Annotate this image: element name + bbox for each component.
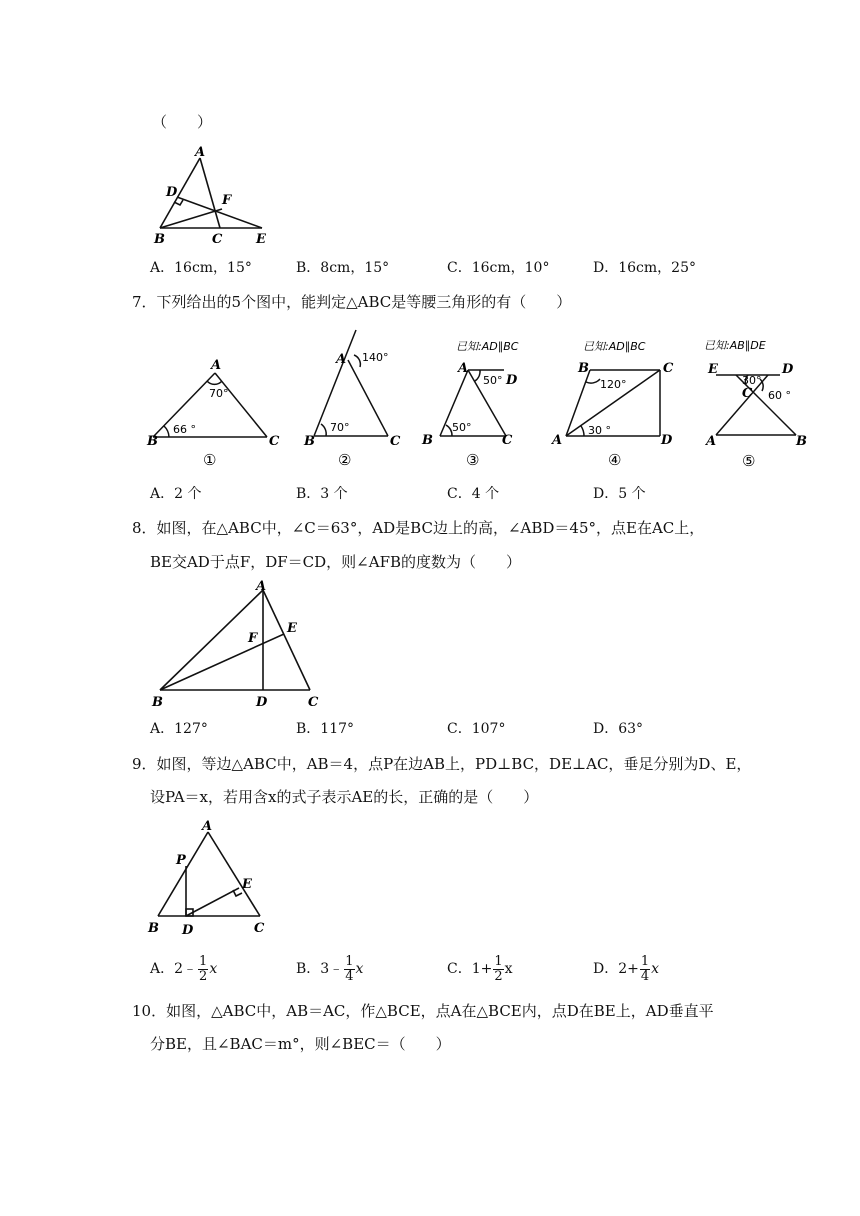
q7-f1-angle-b: 66 ° [173,423,196,436]
q6-label-e: E [256,232,266,247]
q9-option-b[interactable]: B．3﹣ $\frac{1}{4}$ x [296,953,364,984]
q6-bracket: （ ） [152,113,213,131]
q7-figure-2 [300,325,415,470]
q8-label-a: A [256,579,267,594]
q7-f3-label-b: B [422,433,433,448]
q9-label-e: E [242,877,252,892]
q7-option-b[interactable]: B．3 个 [296,486,348,502]
q8-figure [148,576,338,711]
q7-f1-label-c: C [269,434,280,449]
q7-f1-label-b: B [147,434,158,449]
q7-figure-5 [700,335,820,470]
q8-stem-line-1: 8．如图，在△ABC中，∠C＝63°，AD是BC边上的高，∠ABD＝45°，点E在AC上， [132,519,705,537]
q9-figure [146,818,276,938]
q7-option-a[interactable]: A．2 个 [150,486,202,502]
q7-f5-angle-right: 60 ° [768,389,791,402]
q7-f4-angle-a: 30 ° [588,424,611,437]
q7-f1-angle-top: 70° [209,387,229,400]
q7-option-d[interactable]: D．5 个 [593,486,646,502]
q7-option-c[interactable]: C．4 个 [447,486,500,502]
q8-label-b: B [152,695,163,710]
q8-option-a[interactable]: A．127° [150,721,208,737]
q7-f5-label-e: E [708,362,718,377]
q7-f2-angle-b: 70° [330,421,350,434]
q9-label-d: D [182,923,194,938]
q10-stem-line-2: 分BE，且∠BAC＝m°，则∠BEC＝（ ） [150,1035,451,1053]
q6-option-c[interactable]: C．16cm，10° [447,260,550,276]
q7-f2-angle-top: 140° [362,351,389,364]
q9-label-b: B [148,921,159,936]
q7-f4-label-b: B [578,361,589,376]
q6-label-d: D [166,185,178,200]
q7-figure-1 [145,355,285,470]
q8-label-f: F [248,631,258,646]
q7-f4-number: ④ [608,451,622,469]
q7-f2-number: ② [338,451,352,469]
q6-label-f: F [222,193,232,208]
q7-f4-angle-top: 120° [600,378,627,391]
q9-stem-line-2: 设PA＝x，若用含x的式子表示AE的长，正确的是（ ） [150,788,539,806]
q7-f2-label-b: B [304,434,315,449]
q8-label-d: D [256,695,268,710]
q6-option-d[interactable]: D．16cm，25° [593,260,696,276]
q7-f2-label-c: C [390,434,401,449]
q9-label-c: C [254,921,265,936]
q7-f5-caption: 已知:AB∥DE [704,339,766,352]
q6-label-c: C [212,232,223,247]
q7-f4-caption: 已知:AD∥BC [583,340,646,353]
q6-label-b: B [154,232,165,247]
q6-option-a[interactable]: A．16cm，15° [150,260,252,276]
q9-label-a: A [202,819,213,834]
q7-f5-angle-top: 30° [742,374,762,387]
q7-f1-label-a: A [211,358,222,373]
q7-figure-3 [420,338,540,470]
q7-f5-label-c: C [742,386,753,401]
q9-option-a[interactable]: A．2﹣ $\frac{1}{2}$ x [150,953,218,984]
q9-option-d[interactable]: D．2+ $\frac{1}{4}$ x [593,953,660,984]
q8-label-e: E [287,621,297,636]
q6-option-b[interactable]: B．8cm，15° [296,260,390,276]
q6-label-a: A [195,145,206,160]
q7-f3-label-a: A [458,361,469,376]
q7-f3-angle-b: 50° [452,421,472,434]
q7-f3-number: ③ [466,451,480,469]
q7-f5-label-b: B [796,434,807,449]
q8-stem-line-2: BE交AD于点F，DF＝CD，则∠AFB的度数为（ ） [150,553,522,571]
q8-option-b[interactable]: B．117° [296,721,355,737]
q7-f1-number: ① [203,451,217,469]
q7-f3-angle-top: 50° [483,374,503,387]
q9-stem-line-1: 9．如图，等边△ABC中，AB＝4，点P在边AB上，PD⊥BC，DE⊥AC，垂足分别为D、E， [132,755,752,773]
q6-figure [150,140,280,250]
q7-f5-label-d: D [782,362,794,377]
q10-stem-line-1: 10．如图，△ABC中，AB＝AC，作△BCE，点A在△BCE内，点D在BE上，AD垂直平 [132,1002,714,1020]
q9-option-c[interactable]: C．1+ $\frac{1}{2}$ x [447,953,513,984]
q7-f3-label-d: D [506,373,518,388]
q7-f4-label-d: D [661,433,673,448]
q7-f4-label-c: C [663,361,674,376]
q8-label-c: C [308,695,319,710]
q7-figure-4 [548,338,683,470]
q7-f5-label-a: A [706,434,717,449]
q7-f2-label-a: A [336,352,347,367]
q8-option-c[interactable]: C．107° [447,721,506,737]
q7-f3-caption: 已知:AD∥BC [456,340,519,353]
q7-f5-number: ⑤ [742,452,756,470]
q7-f4-label-a: A [552,433,563,448]
q7-stem: 7．下列给出的5个图中，能判定△ABC是等腰三角形的有（ ） [132,293,572,311]
q8-option-d[interactable]: D．63° [593,721,644,737]
q7-f3-label-c: C [502,433,513,448]
q9-label-p: P [176,853,186,868]
